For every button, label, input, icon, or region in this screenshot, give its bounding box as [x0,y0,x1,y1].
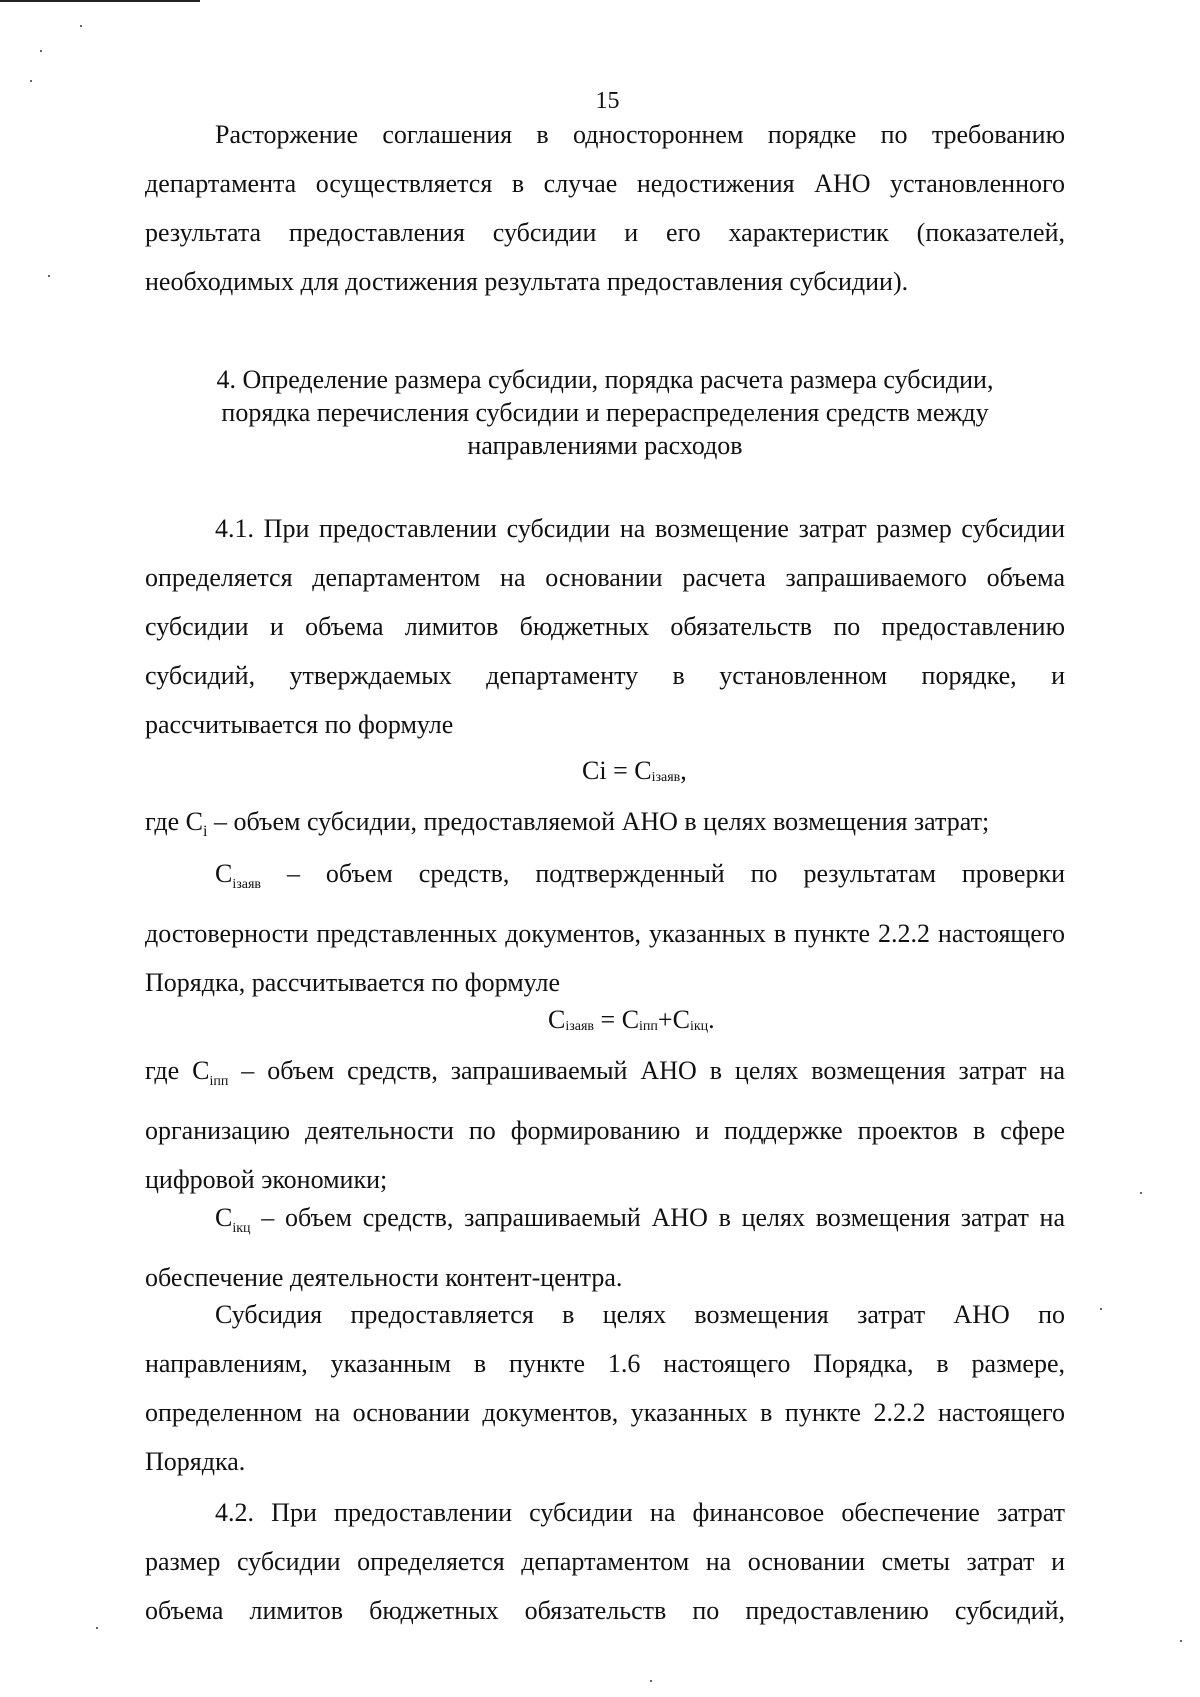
page-number: 15 [595,88,620,114]
paragraph-4-2-block [145,1488,1065,1635]
formula-cizayav-sub-1: iзаяв [565,1019,595,1034]
scan-speck [96,1627,98,1629]
scan-edge-rule [0,0,200,2]
definition-ci-prefix: где C [145,807,203,836]
scan-speck [650,1680,652,1682]
scan-speck [1180,1640,1182,1642]
definition-cikc-subscript: iкц [232,1221,251,1237]
definition-ci-subscript: i [202,823,208,841]
formula-ci [582,756,687,786]
definition-cikc [145,1193,1065,1302]
definition-cipp-text: – объем средств, запрашиваемый АНО в целях возмещения затрат на организацию деятельности по формированию и поддержке проектов в сфере цифровой экономики; [145,1056,1065,1195]
paragraph-termination-block [145,110,1065,306]
scan-speck [30,80,32,82]
scan-speck [40,50,42,52]
definition-cikc-prefix: C [215,1203,233,1232]
scan-speck [48,275,50,277]
paragraph-termination: Расторжение соглашения в одностороннем порядке по требованию департамента осуществляется в случае недостижения АНО установленного результата предоставления субсидии и его характеристик (показателей, необходимых для достижения результата предоставления субсидии). [145,120,1065,296]
formula-cizayav-plus: +C [657,1005,690,1034]
paragraph-subsidy: Субсидия предоставляется в целях возмещения затрат АНО по направлениям, указанным в пункте 1.6 настоящего Порядка, в размере, определенном на основании документов, указанных в пункте 2.2.2 настоящего Порядка. [145,1300,1065,1476]
definition-cipp-subscript: iпп [209,1074,229,1090]
scan-speck [80,25,82,27]
paragraph-4-1: 4.1. При предоставлении субсидии на возмещение затрат размер субсидии определяется департаментом на основании расчета запрашиваемого объема субсидии и объема лимитов бюджетных обязательств по предоставлению субсидий, утверждаемых департаменту в установленном порядке, и рассчитывается по формуле [145,514,1065,739]
formula-ci-lhs: Ci = C [582,756,652,785]
paragraph-4-1-block [145,504,1065,749]
definition-cizayav-text: – объем средств, подтвержденный по результатам проверки достоверности представленных документов, указанных в пункте 2.2.2 настоящего Порядка, рассчитывается по формуле [145,859,1065,998]
paragraph-subsidy-block [145,1290,1065,1486]
formula-cizayav-sub-3: iкц [689,1019,709,1034]
formula-cizayav-c: C [548,1005,566,1034]
definition-cipp-block [145,1046,1065,1204]
formula-cizayav-tail: . [708,1005,715,1034]
definition-cikc-block [145,1193,1065,1302]
formula-cizayav-sub-2: iпп [639,1019,658,1034]
paragraph-4-2: 4.2. При предоставлении субсидии на финансовое обеспечение затрат размер субсидии определяется департаментом на основании сметы затрат и объема лимитов бюджетных обязательств по предоставлению субсидий, [145,1498,1065,1625]
section-heading-line-2: порядка перечисления субсидии и перераспределения средств между [221,398,989,427]
definition-ci-block [145,797,1065,856]
scan-speck [1100,1308,1102,1310]
definition-cipp [145,1046,1065,1204]
formula-ci-subscript: iзаяв [651,770,681,785]
definition-cizayav-block [145,849,1065,1007]
definition-cizayav-subscript: iзаяв [232,877,262,893]
formula-ci-tail: , [680,756,687,785]
definition-cizayav-prefix: C [215,859,233,888]
definition-ci [145,797,1065,856]
definition-cikc-text: – объем средств, запрашиваемый АНО в целях возмещения затрат на обеспечение деятельности контент-центра. [145,1203,1065,1293]
formula-cizayav [548,1005,715,1035]
scan-speck [1140,1192,1142,1194]
section-heading-line-1: 4. Определение размера субсидии, порядка расчета размера субсидии, [216,365,994,394]
formula-cizayav-eq: = C [594,1005,640,1034]
definition-ci-text: – объем субсидии, предоставляемой АНО в целях возмещения затрат; [207,807,990,836]
definition-cizayav [145,849,1065,1007]
definition-cipp-prefix: где C [145,1056,210,1085]
section-heading-line-3: направлениями расходов [467,431,743,460]
section-heading [145,363,1065,462]
